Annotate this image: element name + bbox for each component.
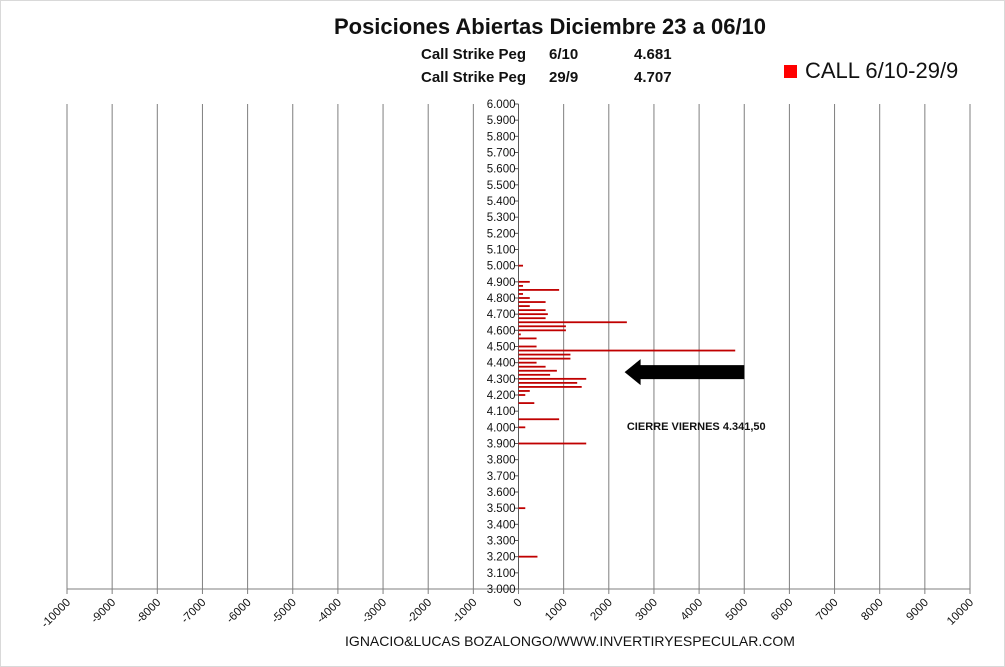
y-tick-label: 3.000	[486, 584, 516, 596]
chart-title: Posiciones Abiertas Diciembre 23 a 06/10	[333, 14, 767, 39]
y-tick-label: 5.100	[486, 244, 516, 257]
bar	[519, 358, 571, 360]
close-arrow	[625, 359, 745, 385]
x-tick-label: 10000	[945, 596, 977, 628]
y-tick-label: 4.900	[486, 276, 516, 289]
y-tick-label: 3.100	[486, 567, 516, 580]
bar	[519, 507, 526, 509]
y-tick-label: 3.400	[486, 519, 516, 532]
y-tick-label: 4.100	[486, 406, 516, 419]
bar	[519, 313, 548, 315]
bar	[519, 309, 546, 311]
footer-credit: IGNACIO&LUCAS BOZALONGO/WWW.INVERTIRYESPECULAR.COM	[345, 633, 795, 649]
x-tick-label: 9000	[904, 596, 931, 624]
y-tick-label: 4.600	[486, 325, 516, 338]
bar	[519, 285, 524, 287]
x-tick-label: 1000	[543, 596, 570, 624]
bar	[519, 556, 538, 558]
y-tick-label: 4.500	[486, 341, 516, 354]
bar	[519, 390, 530, 392]
bar	[519, 305, 530, 307]
y-tick-label: 3.800	[486, 454, 516, 467]
y-tick-label: 4.200	[486, 390, 516, 402]
bar	[519, 281, 530, 283]
bar	[519, 289, 560, 291]
y-tick-label: 4.400	[486, 357, 516, 370]
call-strike-peg-date-1: 6/10	[549, 46, 579, 63]
y-tick-label: 3.200	[486, 551, 516, 564]
y-tick-label: 4.300	[486, 373, 516, 386]
bar	[519, 386, 582, 388]
bar	[519, 297, 530, 299]
x-tick-label: -8000	[134, 596, 164, 626]
y-tick-label: 5.000	[486, 260, 516, 273]
y-tick-label: 6.000	[486, 99, 516, 111]
y-tick-label: 3.600	[486, 487, 516, 499]
bar	[519, 265, 524, 267]
bar	[519, 418, 560, 420]
y-tick-label: 5.500	[486, 179, 516, 192]
bar	[519, 378, 587, 380]
y-tick-label: 5.700	[486, 147, 516, 160]
legend-label: CALL 6/10-29/9	[805, 58, 959, 83]
bar	[519, 293, 524, 295]
bar	[519, 317, 546, 319]
x-tick-label: -4000	[314, 596, 345, 626]
y-tick-label: 4.000	[486, 422, 516, 435]
call-strike-peg-label-1: Call Strike Peg	[421, 46, 527, 63]
y-tick-label: 3.900	[486, 438, 516, 451]
bar	[519, 301, 546, 303]
bar	[519, 321, 627, 323]
x-tick-label: 3000	[633, 596, 661, 624]
x-tick-label: 2000	[588, 596, 615, 624]
bar	[519, 426, 526, 428]
bar	[519, 370, 557, 372]
bar	[519, 443, 587, 445]
x-tick-label: 0	[511, 596, 525, 610]
bar	[519, 374, 551, 376]
x-tick-label: -6000	[224, 596, 254, 626]
call-strike-peg-label-2: Call Strike Peg	[421, 69, 527, 86]
call-strike-peg-value-1: 4.681	[634, 46, 672, 63]
bar	[519, 338, 537, 340]
y-tick-label: 5.600	[486, 163, 516, 176]
y-tick-label: 3.700	[486, 470, 516, 483]
y-tick-label: 4.700	[486, 309, 516, 322]
call-strike-peg-date-2: 29/9	[549, 69, 579, 86]
bar	[519, 362, 537, 364]
x-tick-label: 7000	[814, 596, 841, 624]
y-tick-label: 5.200	[486, 228, 516, 241]
bar	[519, 354, 571, 356]
bar	[519, 346, 537, 348]
close-annotation: CIERRE VIERNES 4.341,50	[626, 420, 766, 433]
bar	[519, 329, 566, 331]
x-tick-label: -1000	[450, 596, 480, 626]
x-tick-label: -2000	[405, 596, 435, 626]
y-tick-label: 5.800	[486, 131, 516, 144]
bar	[519, 366, 546, 368]
x-tick-label: -5000	[269, 596, 299, 626]
y-tick-label: 5.900	[486, 115, 516, 128]
y-tick-label: 4.800	[486, 293, 516, 305]
x-tick-label: -3000	[359, 596, 390, 626]
x-tick-label: 5000	[723, 596, 751, 624]
x-tick-label: 4000	[678, 596, 706, 624]
y-tick-label: 3.500	[486, 503, 516, 516]
bar	[519, 402, 535, 404]
bar	[519, 325, 566, 327]
call-strike-peg-value-2: 4.707	[634, 69, 672, 86]
x-tick-label: -9000	[88, 596, 119, 626]
x-tick-label: 6000	[768, 596, 796, 624]
x-tick-label: -7000	[179, 596, 209, 626]
x-tick-label: 8000	[859, 596, 886, 624]
y-tick-label: 5.300	[486, 212, 516, 225]
bar	[519, 333, 521, 335]
bar	[519, 350, 736, 352]
y-tick-label: 3.300	[486, 535, 516, 548]
bar	[519, 394, 526, 396]
bar	[519, 382, 578, 384]
y-tick-label: 5.400	[486, 196, 516, 208]
x-tick-label: -10000	[39, 596, 74, 631]
